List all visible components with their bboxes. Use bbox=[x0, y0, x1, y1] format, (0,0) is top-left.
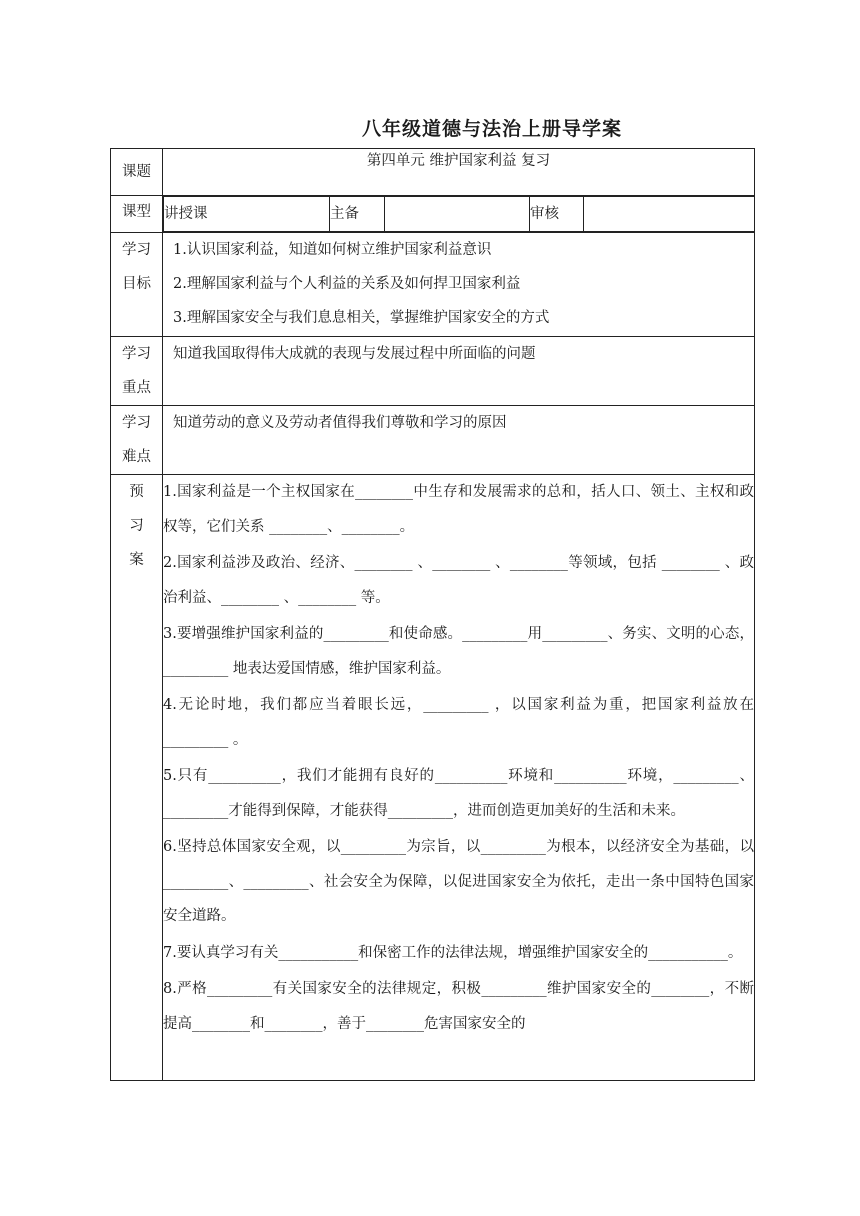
question-item: 2.国家利益涉及政治、经济、________ 、________ 、________等领域，包括 ________ 、政治利益、________ 、________ 等。 bbox=[163, 555, 754, 606]
label-type: 课型 bbox=[111, 196, 163, 233]
goals-list bbox=[163, 233, 755, 337]
question-item: 6.坚持总体国家安全观，以_________为宗旨，以_________为根本，以经济安全为基础，以_________、_________、社会安全为保障，以促进国家安全为依托，走出一条中国特色国家安全道路。 bbox=[163, 839, 754, 924]
type-inner-table bbox=[163, 196, 754, 232]
question-item: 1.国家利益是一个主权国家在________中生存和发展需求的总和，括人口、领土、主权和政权等，它们关系 ________、________。 bbox=[163, 484, 754, 535]
lesson-plan-table bbox=[110, 148, 755, 1081]
preview-questions bbox=[163, 475, 755, 1081]
row-topic bbox=[111, 149, 755, 196]
row-difficulty bbox=[111, 406, 755, 475]
review-label: 审核 bbox=[530, 197, 584, 232]
prep-label: 主备 bbox=[330, 197, 385, 232]
row-goals bbox=[111, 233, 755, 337]
label-difficulty: 学习 难点 bbox=[111, 406, 163, 475]
question-item: 7.要认真学习有关___________和保密工作的法律法规，增强维护国家安全的___________。 bbox=[163, 944, 743, 961]
goal-item: 3.理解国家安全与我们息息相关，掌握维护国家安全的方式 bbox=[173, 310, 550, 326]
question-item: 5.只有__________，我们才能拥有良好的__________环境和__________环境，_________、_________才能得到保障，才能获得_________，进而创造更加美好的生活和未来。 bbox=[163, 768, 754, 819]
review-value bbox=[584, 197, 755, 232]
goal-item: 1.认识国家利益，知道如何树立维护国家利益意识 bbox=[173, 242, 492, 258]
label-topic: 课题 bbox=[111, 149, 163, 196]
row-preview bbox=[111, 475, 755, 1081]
type-value: 讲授课 bbox=[164, 197, 330, 232]
difficulty-text: 知道劳动的意义及劳动者值得我们尊敬和学习的原因 bbox=[163, 406, 755, 475]
label-goals: 学习 目标 bbox=[111, 233, 163, 337]
label-preview: 预 习 案 bbox=[111, 475, 163, 1081]
question-item: 4.无论时地，我们都应当着眼长远，_________ ，以国家利益为重，把国家利益放在_________ 。 bbox=[163, 697, 754, 748]
row-type bbox=[111, 196, 755, 233]
row-key bbox=[111, 337, 755, 406]
goal-item: 2.理解国家利益与个人利益的关系及如何捍卫国家利益 bbox=[173, 276, 521, 292]
document-title: 八年级道德与法治上册导学案 bbox=[362, 118, 623, 140]
prep-value bbox=[385, 197, 530, 232]
question-item: 3.要增强维护国家利益的_________和使命感。_________用_________、务实、文明的心态，_________ 地表达爱国情感，维护国家利益。 bbox=[163, 626, 754, 677]
topic-value: 第四单元 维护国家利益 复习 bbox=[163, 149, 755, 196]
label-key: 学习 重点 bbox=[111, 337, 163, 406]
question-item: 8.严格_________有关国家安全的法律规定，积极_________维护国家安全的________，不断提高________和________，善于________危害国家安全的 bbox=[163, 981, 754, 1032]
key-text: 知道我国取得伟大成就的表现与发展过程中所面临的问题 bbox=[163, 337, 755, 406]
